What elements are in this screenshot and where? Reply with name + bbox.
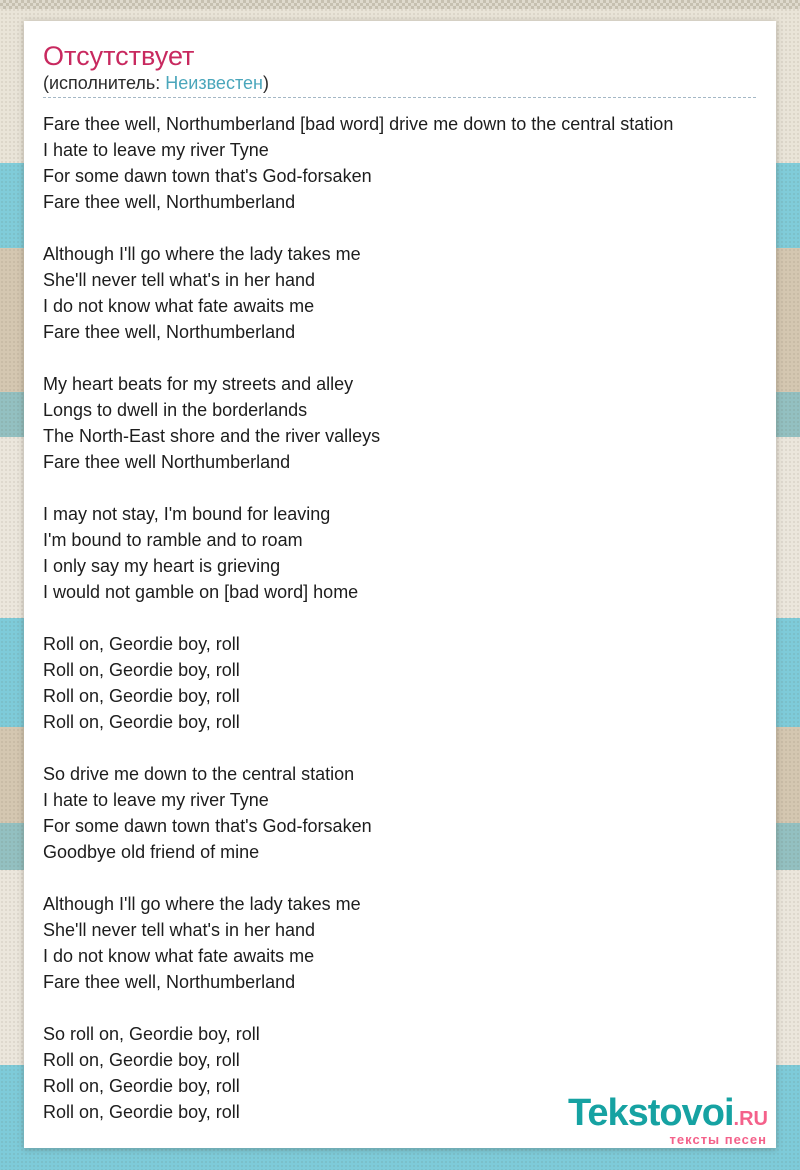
- lyric-line: The North-East shore and the river valleys: [43, 426, 381, 446]
- lyric-line: Roll on, Geordie boy, roll: [43, 1102, 240, 1122]
- artist-line: [43, 73, 756, 94]
- lyric-line: Although I'll go where the lady takes me: [43, 244, 361, 264]
- lyric-line: Roll on, Geordie boy, roll: [43, 1076, 240, 1096]
- lyric-line: She'll never tell what's in her hand: [43, 920, 316, 940]
- lyric-line: For some dawn town that's God-forsaken: [43, 816, 372, 836]
- lyrics-text: [43, 111, 756, 1125]
- lyric-line: Roll on, Geordie boy, roll: [43, 660, 240, 680]
- site-logo-domain: .RU: [733, 1108, 768, 1130]
- lyric-line: Roll on, Geordie boy, roll: [43, 634, 240, 654]
- lyrics-card: [24, 21, 776, 1148]
- lyric-line: So roll on, Geordie boy, roll: [43, 1024, 260, 1044]
- lyric-line: I hate to leave my river Tyne: [43, 790, 269, 810]
- lyric-line: Goodbye old friend of mine: [43, 842, 260, 862]
- lyrics-stanza: [43, 761, 756, 865]
- lyric-line: Fare thee well, Northumberland: [43, 972, 296, 992]
- lyric-line: Roll on, Geordie boy, roll: [43, 712, 240, 732]
- artist-link[interactable]: Неизвестен: [165, 73, 263, 93]
- lyric-line: Fare thee well Northumberland: [43, 452, 291, 472]
- artist-label-prefix: (исполнитель:: [43, 73, 166, 93]
- lyric-line: I only say my heart is grieving: [43, 556, 281, 576]
- card-content: [24, 21, 776, 1125]
- artist-label-suffix: ): [262, 73, 269, 93]
- lyrics-stanza: [43, 891, 756, 995]
- lyric-line: Roll on, Geordie boy, roll: [43, 686, 240, 706]
- site-logo-tagline: тексты песен: [669, 1132, 767, 1147]
- lyrics-stanza: [43, 371, 756, 475]
- lyrics-stanza: [43, 501, 756, 605]
- dashed-divider: [43, 97, 756, 98]
- lyrics-stanza: [43, 111, 756, 215]
- top-texture-band: [0, 0, 800, 9]
- lyric-line: She'll never tell what's in her hand: [43, 270, 316, 290]
- lyric-line: Fare thee well, Northumberland: [43, 322, 296, 342]
- site-logo-brand: Tekstovoi: [567, 1092, 734, 1134]
- lyric-line: I do not know what fate awaits me: [43, 296, 315, 316]
- lyric-line: Fare thee well, Northumberland [bad word] drive me down to the central station: [43, 114, 674, 134]
- lyric-line: My heart beats for my streets and alley: [43, 374, 354, 394]
- lyric-line: I hate to leave my river Tyne: [43, 140, 269, 160]
- lyric-line: So drive me down to the central station: [43, 764, 355, 784]
- lyric-line: I do not know what fate awaits me: [43, 946, 315, 966]
- lyric-line: Fare thee well, Northumberland: [43, 192, 296, 212]
- lyrics-stanza: [43, 631, 756, 735]
- lyric-line: I would not gamble on [bad word] home: [43, 582, 359, 602]
- lyric-line: Although I'll go where the lady takes me: [43, 894, 361, 914]
- lyric-line: I may not stay, I'm bound for leaving: [43, 504, 331, 524]
- site-logo[interactable]: [568, 1094, 768, 1146]
- lyric-line: Longs to dwell in the borderlands: [43, 400, 308, 420]
- site-logo-wordmark: [568, 1094, 768, 1132]
- lyric-line: For some dawn town that's God-forsaken: [43, 166, 372, 186]
- page-title: Отсутствует: [43, 41, 195, 71]
- lyric-line: I'm bound to ramble and to roam: [43, 530, 303, 550]
- lyric-line: Roll on, Geordie boy, roll: [43, 1050, 240, 1070]
- lyrics-stanza: [43, 241, 756, 345]
